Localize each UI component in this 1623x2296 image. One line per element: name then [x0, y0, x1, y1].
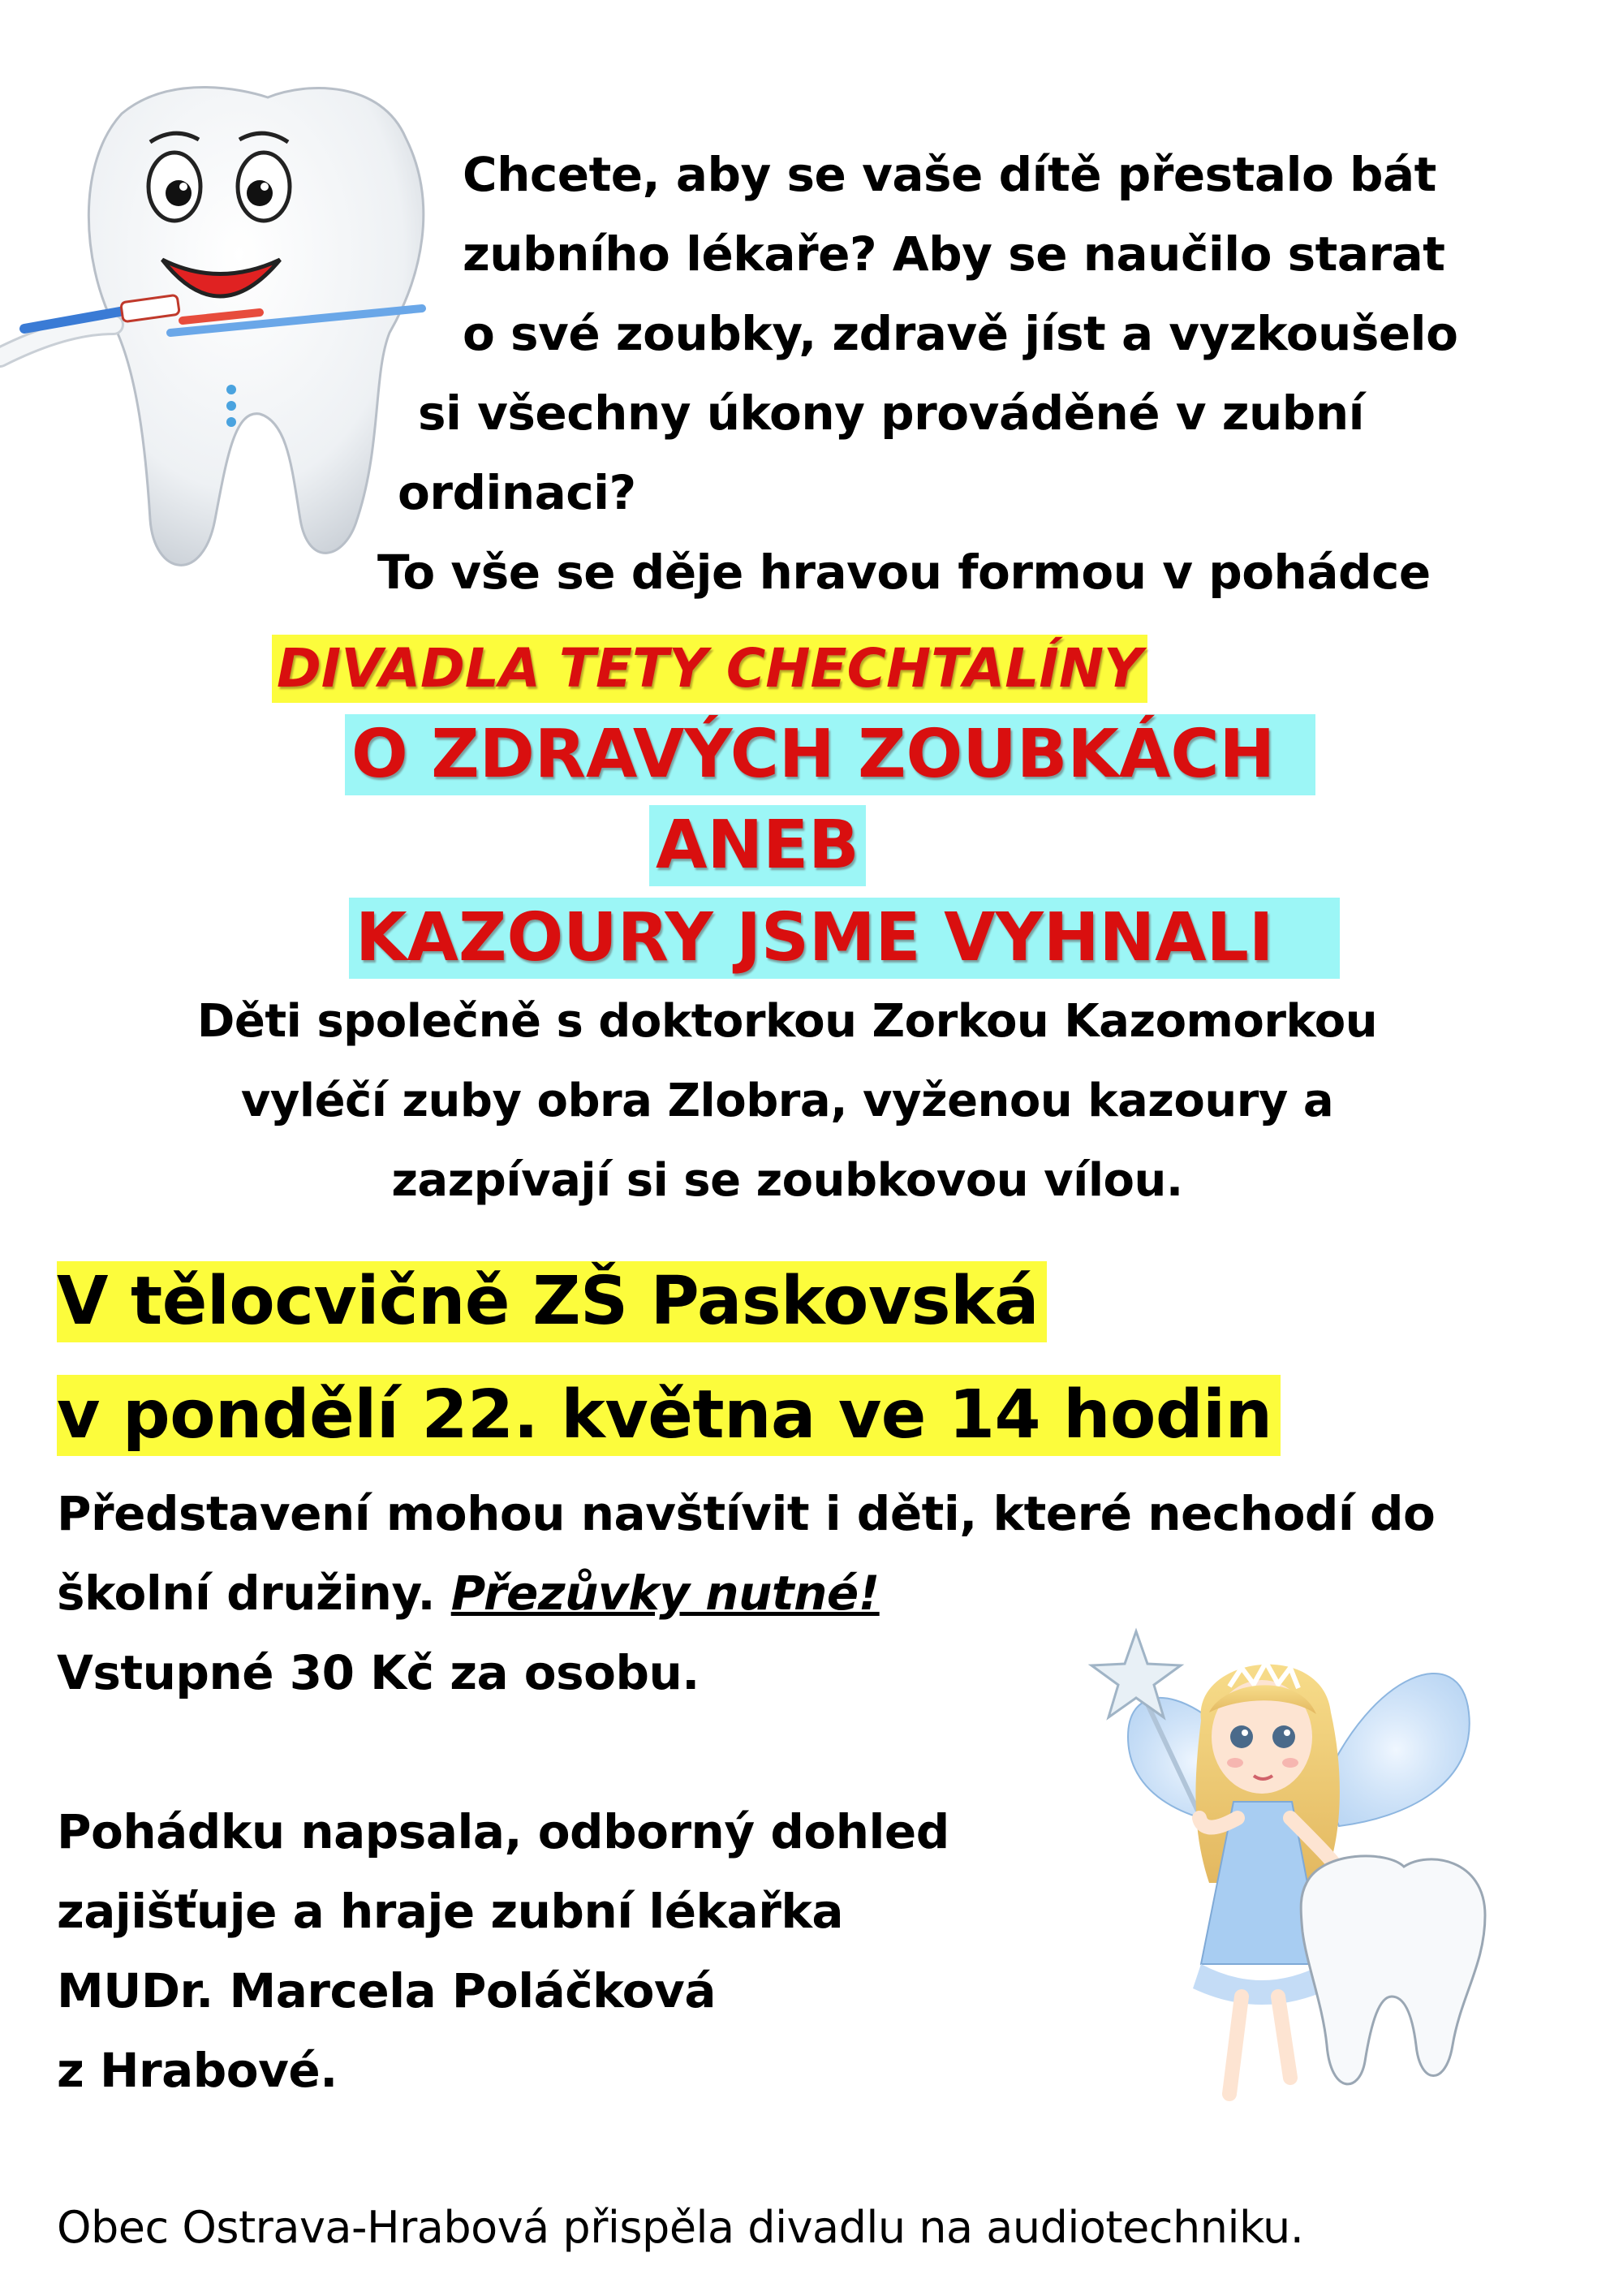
- venue-date: v pondělí 22. května ve 14 hodin: [57, 1375, 1281, 1456]
- author-line-1: Pohádku napsala, odborný dohled: [57, 1804, 949, 1859]
- intro-line-1: Chcete, aby se vaše dítě přestalo bát: [463, 147, 1436, 202]
- info-line-2-start: školní družiny.: [57, 1566, 451, 1621]
- play-title-line-3: KAZOURY JSME VYHNALI: [349, 898, 1340, 979]
- venue-place: V tělocvičně ZŠ Paskovská: [57, 1261, 1047, 1342]
- play-title-aneb: ANEB: [649, 805, 866, 886]
- admission-fee: Vstupné 30 Kč za osobu.: [57, 1645, 700, 1700]
- description-line-1: Děti společně s doktorkou Zorkou Kazomorkou: [196, 995, 1378, 1048]
- theatre-name: DIVADLA TETY CHECHTALÍNY: [272, 635, 1147, 703]
- intro-line-3: o své zoubky, zdravě jíst a vyzkoušelo: [463, 306, 1458, 361]
- tooth-fairy-illustration: [1079, 1623, 1518, 2126]
- tooth-mascot-illustration: [0, 65, 454, 584]
- intro-line-6: To vše se děje hravou formou v pohádce: [377, 545, 1431, 600]
- play-title-line-1: O ZDRAVÝCH ZOUBKÁCH: [345, 714, 1315, 795]
- shoe-change-required: Přezůvky nutné!: [450, 1566, 880, 1621]
- author-line-3: MUDr. Marcela Poláčková: [57, 1963, 716, 2018]
- intro-line-5: ordinaci?: [398, 465, 636, 520]
- info-line-1: Představení mohou navštívit i děti, které nechodí do: [57, 1486, 1436, 1541]
- author-line-2: zajišťuje a hraje zubní lékařka: [57, 1884, 844, 1939]
- intro-line-4: si všechny úkony prováděné v zubní: [418, 386, 1364, 441]
- intro-line-2: zubního lékaře? Aby se naučilo starat: [463, 226, 1445, 282]
- description-line-2: vyléčí zuby obra Zlobra, vyženou kazoury a: [240, 1075, 1334, 1127]
- description-line-3: zazpívají si se zoubkovou vílou.: [391, 1154, 1183, 1207]
- author-line-4: z Hrabové.: [57, 2043, 338, 2098]
- info-line-2: [57, 1565, 880, 1622]
- footer-sponsor-note: Obec Ostrava-Hrabová přispěla divadlu na audiotechniku.: [57, 2202, 1304, 2253]
